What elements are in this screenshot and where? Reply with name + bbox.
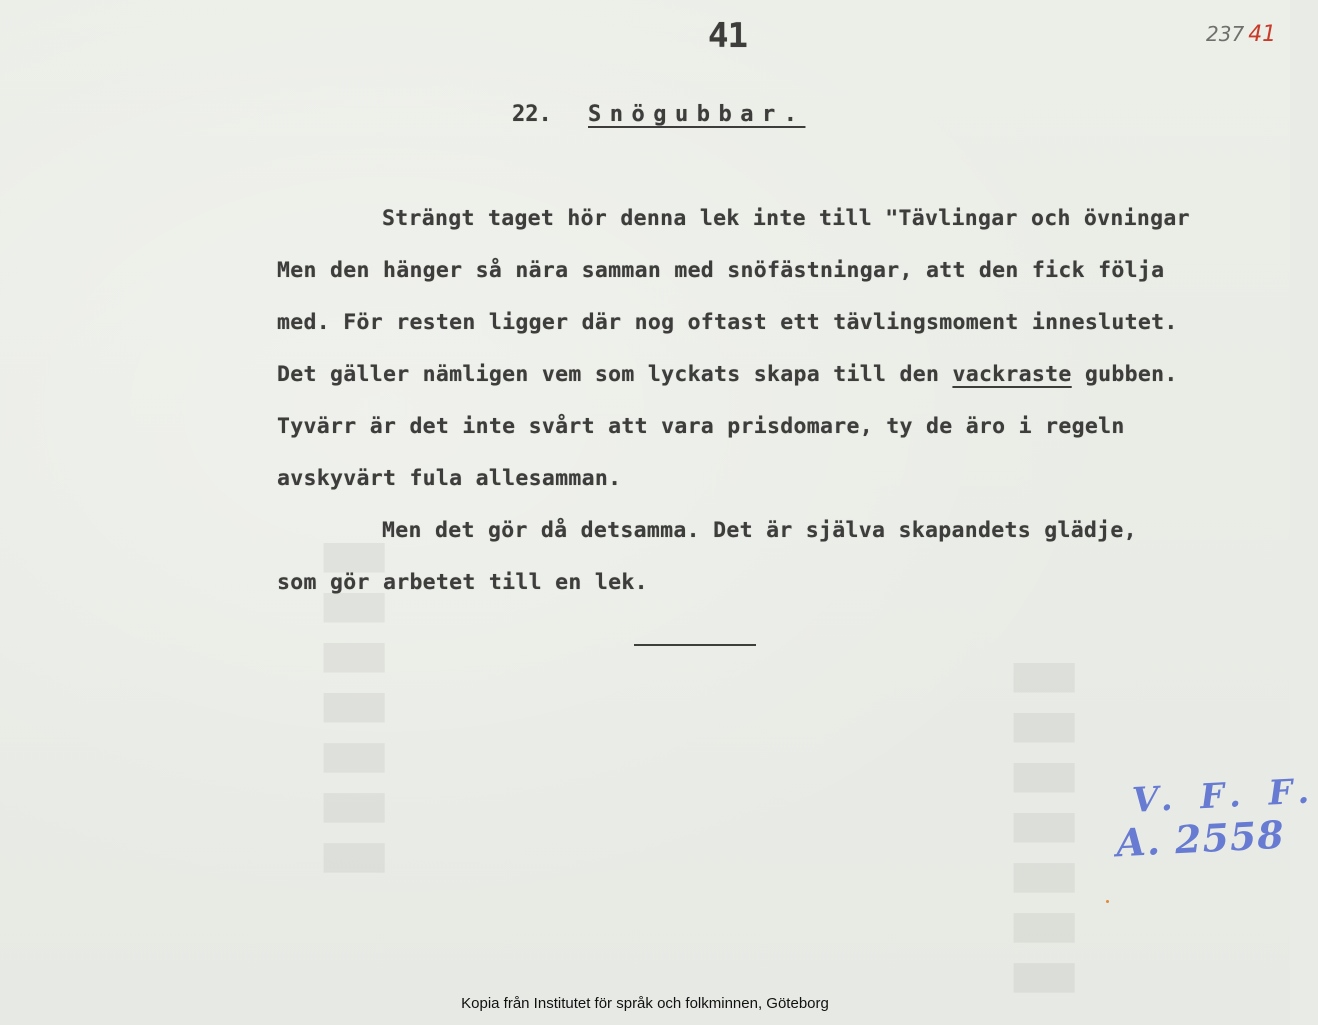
- archive-page-number: [1206, 22, 1276, 47]
- body-line: Tyvärr är det inte svårt att vara prisdomare, ty de äro i regeln: [277, 414, 1125, 439]
- section-title: Snögubbar.: [588, 102, 806, 127]
- archive-number-red: 41: [1248, 22, 1277, 47]
- bleed-through-watermark: ▮▮▮▮▮▮▮: [990, 649, 1084, 1000]
- body-line: Men det gör då detsamma. Det är själva skapandets glädje,: [382, 518, 1137, 543]
- body-line: som gör arbetet till en lek.: [277, 570, 648, 595]
- body-text: gubben.: [1071, 362, 1178, 387]
- copy-notice-footer: Kopia från Institutet för språk och folkminnen, Göteborg: [461, 995, 829, 1012]
- section-number: 22.: [512, 102, 552, 127]
- bleed-through-watermark: ▮▮▮▮▮▮▮: [300, 529, 394, 880]
- end-rule: [634, 644, 756, 646]
- body-line: Men den hänger så nära samman med snöfästningar, att den fick följa: [277, 258, 1165, 283]
- body-line: Strängt taget hör denna lek inte till "Tävlingar och övningar: [382, 206, 1190, 231]
- underlined-word: vackraste: [952, 362, 1072, 387]
- archive-stamp-line2: A. 2558: [1114, 811, 1286, 866]
- paper-speck: [1106, 900, 1109, 903]
- body-line: [277, 362, 1178, 387]
- page-number: 41: [708, 16, 747, 56]
- body-line: avskyvärt fula allesamman.: [277, 466, 622, 491]
- body-line: med. För resten ligger där nog oftast ett tävlingsmoment inneslutet.: [277, 310, 1178, 335]
- archive-stamp-line1: V. F. F.: [1131, 771, 1318, 821]
- body-text: Det gäller nämligen vem som lyckats skapa till den: [277, 362, 953, 387]
- archive-number-pencil: 237: [1206, 22, 1245, 46]
